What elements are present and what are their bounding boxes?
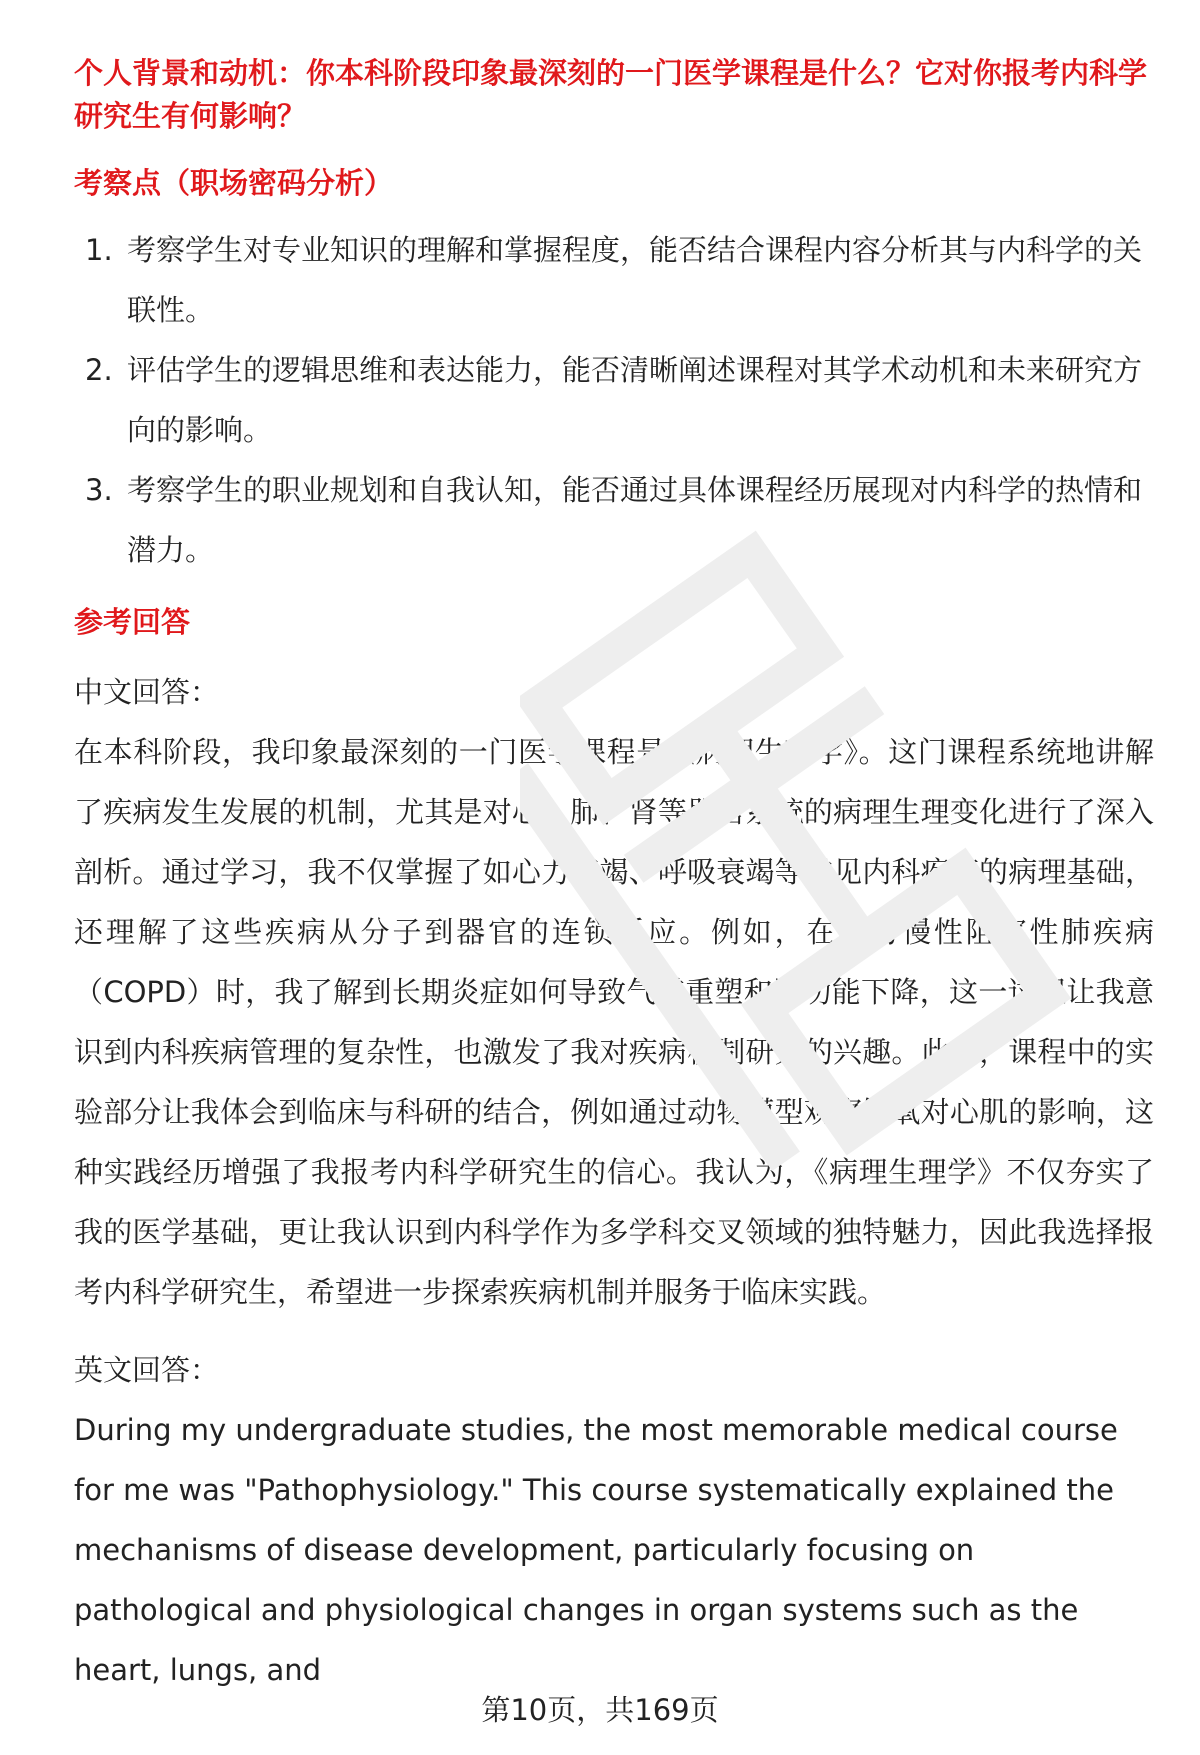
list-item bbox=[74, 220, 1154, 340]
english-answer-label: 英文回答： bbox=[74, 1353, 220, 1387]
document-page bbox=[74, 52, 1154, 1700]
list-item-text: 评估学生的逻辑思维和表达能力，能否清晰阐述课程对其学术动机和未来研究方向的影响。 bbox=[127, 353, 1143, 447]
list-item-text: 考察学生的职业规划和自我认知，能否通过具体课程经历展现对内科学的热情和潜力。 bbox=[127, 473, 1143, 567]
chinese-answer-label: 中文回答： bbox=[74, 675, 220, 709]
points-list bbox=[74, 220, 1154, 580]
list-item-text: 考察学生对专业知识的理解和掌握程度，能否结合课程内容分析其与内科学的关联性。 bbox=[127, 233, 1143, 327]
chinese-answer-text: 在本科阶段，我印象最深刻的一门医学课程是《病理生理学》。这门课程系统地讲解了疾病发生发展的机制，尤其是对心、肺、肾等器官系统的病理生理变化进行了深入剖析。通过学习，我不仅掌握了如心力衰竭、呼吸衰竭等常见内科疾病的病理基础，还理解了这些疾病从分子到器官的连锁反应。例如，在学习慢性阻塞性肺疾病（COPD）时，我了解到长期炎症如何导致气道重塑和肺功能下降，这一过程让我意识到内科疾病管理的复杂性，也激发了我对疾病机制研究的兴趣。此外，课程中的实验部分让我体会到临床与科研的结合，例如通过动物模型观察缺氧对心肌的影响，这种实践经历增强了我报考内科学研究生的信心。我认为，《病理生理学》不仅夯实了我的医学基础，更让我认识到内科学作为多学科交叉领域的独特魅力，因此我选择报考内科学研究生，希望进一步探索疾病机制并服务于临床实践。 bbox=[74, 735, 1154, 1309]
question-heading: 个人背景和动机：你本科阶段印象最深刻的一门医学课程是什么？它对你报考内科学研究生有何影响？ bbox=[74, 56, 1148, 133]
page-number-footer: 第10页，共169页 bbox=[481, 1693, 719, 1727]
english-answer-text: During my undergraduate studies, the most memorable medical course for me was "Pathophysiology." This course systematically explained the mechanisms of disease development, particularly focusing on pathological and physiological changes in organ systems such as the heart, lungs, and bbox=[74, 1413, 1118, 1687]
answer-heading: 参考回答 bbox=[74, 605, 191, 639]
list-item-number: 1. bbox=[85, 233, 113, 267]
list-item bbox=[74, 340, 1154, 460]
points-heading: 考察点（职场密码分析） bbox=[74, 166, 394, 200]
list-item bbox=[74, 460, 1154, 580]
list-item-number: 2. bbox=[85, 353, 113, 387]
list-item-number: 3. bbox=[85, 473, 113, 507]
